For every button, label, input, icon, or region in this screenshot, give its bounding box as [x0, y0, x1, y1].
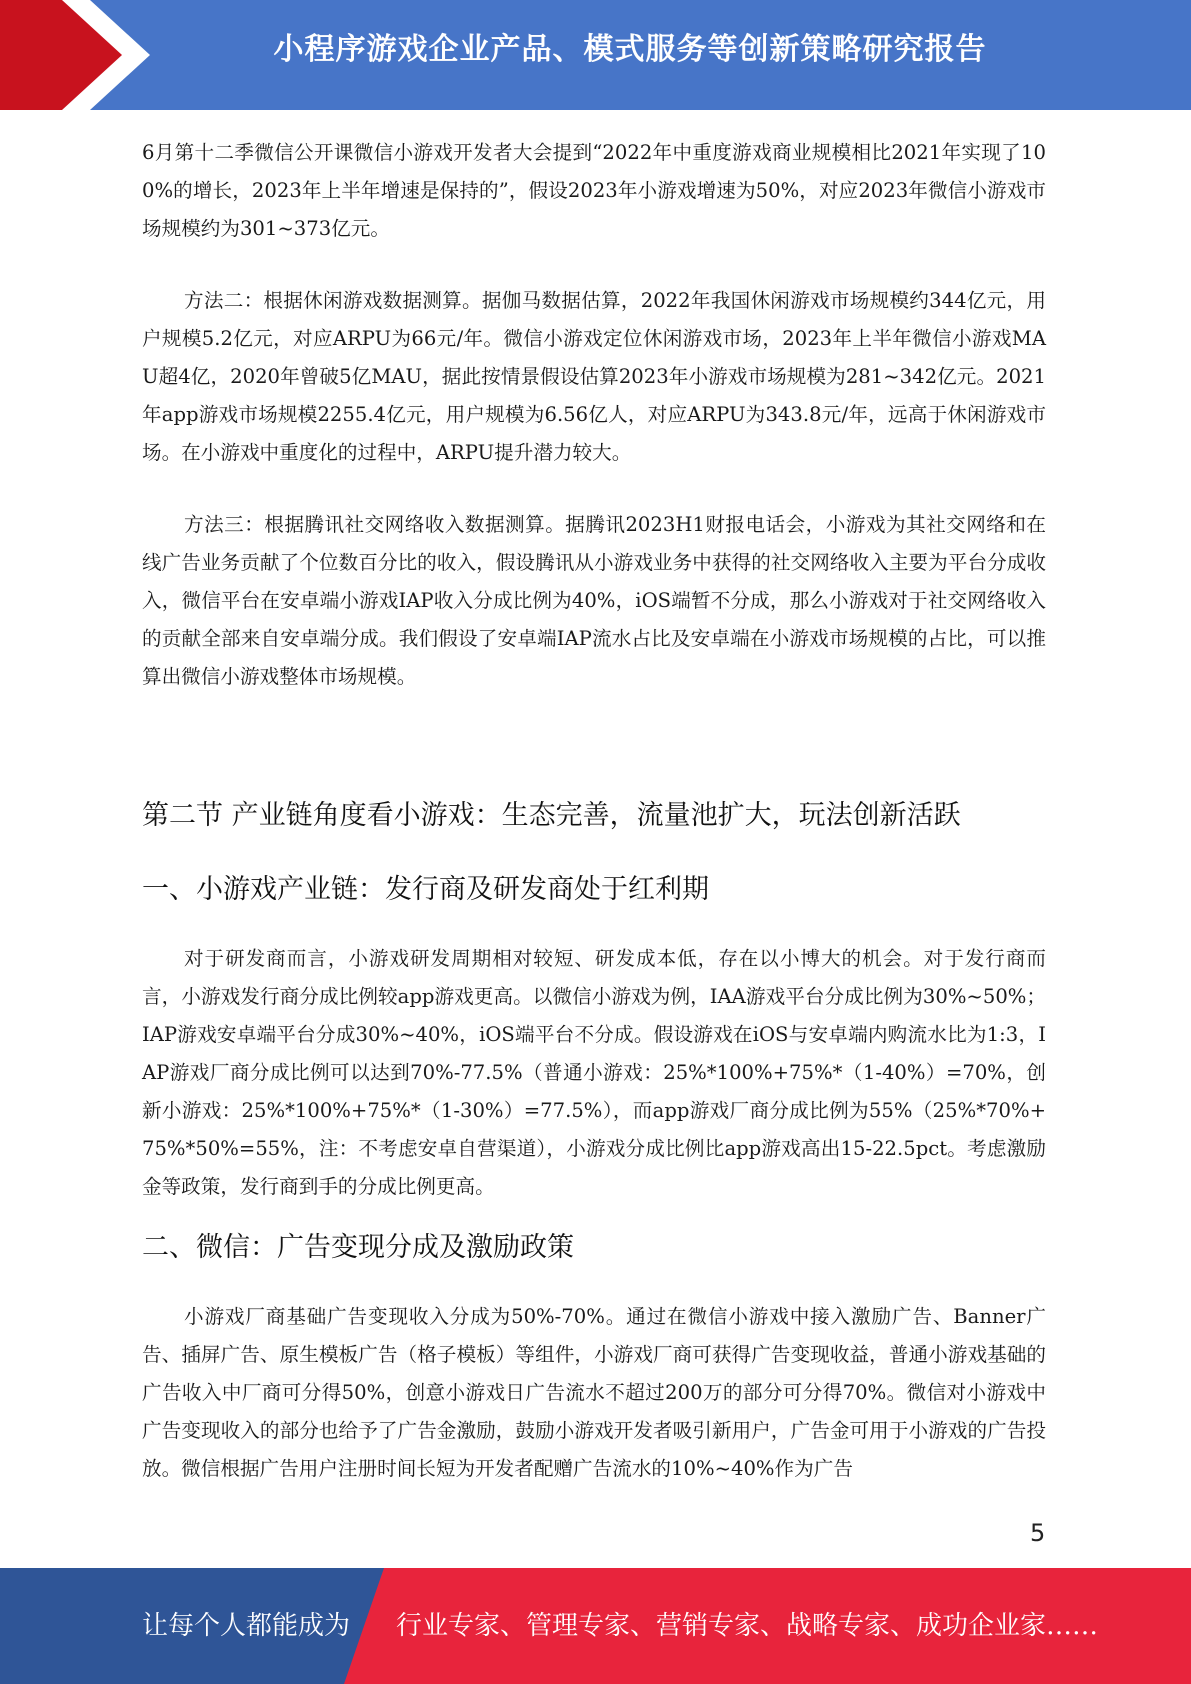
paragraph-1: 6月第十二季微信公开课微信小游戏开发者大会提到“2022年中重度游戏商业规模相比2021年实现了100%的增长，2023年上半年增速是保持的”，假设2023年小游戏增速为50%，对应2023年微信小游戏市场规模约为301~373亿元。 — [142, 141, 1046, 240]
paragraph-method-2: 方法二：根据休闲游戏数据测算。据伽马数据估算，2022年我国休闲游戏市场规模约344亿元，用户规模5.2亿元，对应ARPU为66元/年。微信小游戏定位休闲游戏市场，2023年上半年微信小游戏MAU超4亿，2020年曾破5亿MAU，据此按情景假设估算2023年小游戏市场规模为281~342亿元。2021年app游戏市场规模2255.4亿元，用户规模为6.56亿人，对应ARPU为343.8元/年，远高于休闲游戏市场。在小游戏中重度化的过程中，ARPU提升潜力较大。 — [142, 289, 1046, 464]
footer-slogan-right: 行业专家、管理专家、营销专家、战略专家、成功企业家…… — [396, 1611, 1099, 1641]
document-body — [142, 134, 1046, 1488]
footer-slogan-left: 让每个人都能成为 — [142, 1611, 351, 1641]
paragraph-method-3: 方法三：根据腾讯社交网络收入数据测算。据腾讯2023H1财报电话会，小游戏为其社交网络和在线广告业务贡献了个位数百分比的收入，假设腾讯从小游戏业务中获得的社交网络收入主要为平台分成收入，微信平台在安卓端小游戏IAP收入分成比例为40%，iOS端暂不分成，那么小游戏对于社交网络收入的贡献全部来自安卓端分成。我们假设了安卓端IAP流水占比及安卓端在小游戏市场规模的占比，可以推算出微信小游戏整体市场规模。 — [142, 513, 1046, 688]
paragraph-industry-chain: 对于研发商而言，小游戏研发周期相对较短、研发成本低，存在以小博大的机会。对于发行商而言，小游戏发行商分成比例较app游戏更高。以微信小游戏为例，IAA游戏平台分成比例为30%~50%；IAP游戏安卓端平台分成30%~40%，iOS端平台不分成。假设游戏在iOS与安卓端内购流水比为1:3，IAP游戏厂商分成比例可以达到70%-77.5%（普通小游戏：25%*100%+75%*（1-40%）=70%，创新小游戏：25%*100%+75%*（1-30%）=77.5%），而app游戏厂商分成比例为55%（25%*70%+75%*50%=55%，注：不考虑安卓自营渠道），小游戏分成比例比app游戏高出15-22.5pct。考虑激励金等政策，发行商到手的分成比例更高。 — [142, 947, 1046, 1198]
subsection-title-1: 一、小游戏产业链：发行商及研发商处于红利期 — [142, 874, 709, 905]
paragraph-wechat-ads: 小游戏厂商基础广告变现收入分成为50%-70%。通过在微信小游戏中接入激励广告、Banner广告、插屏广告、原生模板广告（格子模板）等组件，小游戏厂商可获得广告变现收益，普通小游戏基础的广告收入中厂商可分得50%，创意小游戏日广告流水不超过200万的部分可分得70%。微信对小游戏中广告变现收入的部分也给予了广告金激励，鼓励小游戏开发者吸引新用户，广告金可用于小游戏的广告投放。微信根据广告用户注册时间长短为开发者配赠广告流水的10%~40%作为广告 — [142, 1305, 1046, 1480]
header-title: 小程序游戏企业产品、模式服务等创新策略研究报告 — [273, 32, 987, 67]
page-number: 5 — [1030, 1519, 1046, 1547]
page-header — [0, 0, 1191, 110]
subsection-title-2: 二、微信：广告变现分成及激励政策 — [142, 1232, 574, 1263]
page-footer — [0, 1568, 1191, 1684]
section-title: 第二节 产业链角度看小游戏：生态完善，流量池扩大，玩法创新活跃 — [142, 800, 961, 831]
